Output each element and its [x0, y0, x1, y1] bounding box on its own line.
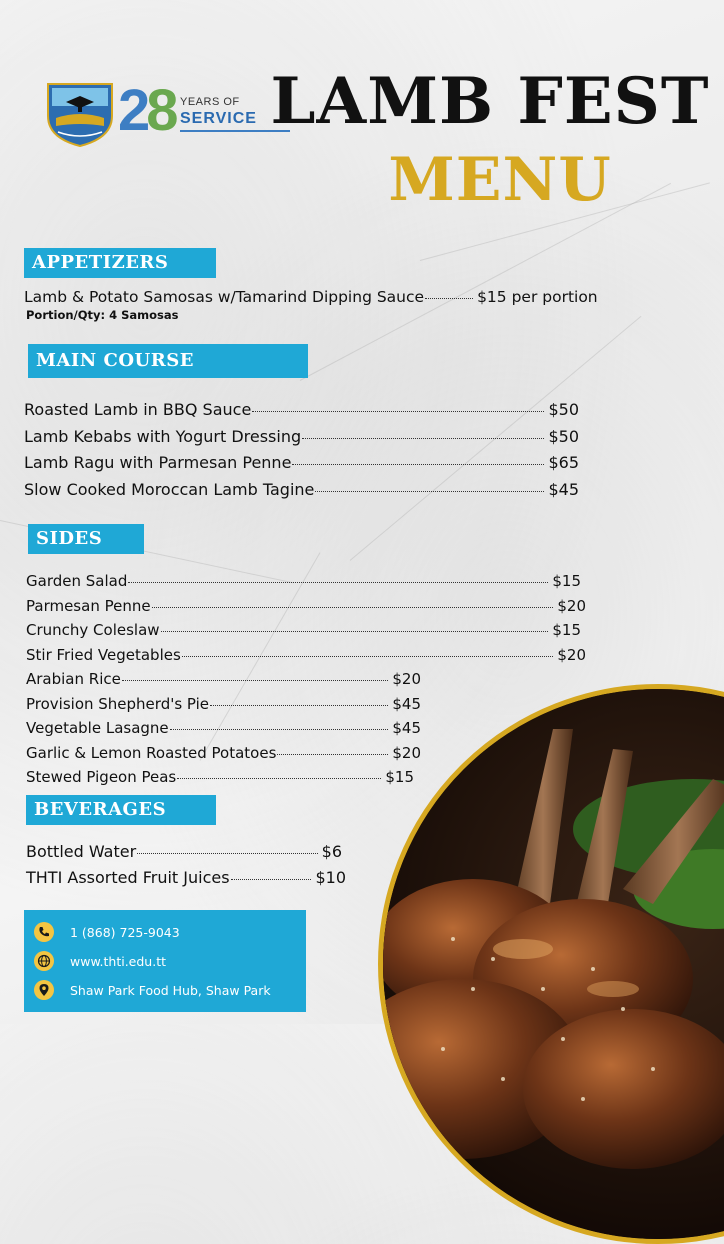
menu-item — [24, 400, 579, 419]
dot-leader — [161, 630, 549, 632]
dot-leader — [182, 655, 554, 657]
dot-leader — [425, 297, 473, 299]
page-subtitle: MENU — [388, 145, 612, 215]
menu-item — [26, 719, 421, 737]
menu-item — [24, 453, 579, 472]
menu-item — [26, 670, 421, 688]
menu-item — [24, 427, 579, 446]
dot-leader — [292, 463, 544, 465]
item-name: Garlic & Lemon Roasted Potatoes — [26, 743, 277, 762]
item-price: $15 — [552, 572, 581, 590]
contact-address — [34, 980, 271, 1000]
item-price: $6 — [321, 842, 342, 861]
item-price: $45 — [392, 694, 421, 713]
menu-item — [26, 744, 421, 762]
section-beverages: BEVERAGES — [26, 795, 216, 825]
item-price: $15 — [385, 768, 414, 786]
page-title: LAMB FEST — [270, 64, 710, 139]
dot-leader — [231, 878, 312, 880]
service-label: SERVICE — [180, 110, 257, 127]
item-price: $45 — [548, 479, 579, 499]
dot-leader — [137, 852, 318, 854]
item-name: THTI Assorted Fruit Juices — [26, 868, 230, 887]
menu-item — [24, 480, 579, 499]
contact-website[interactable] — [34, 951, 166, 971]
section-main-course: MAIN COURSE — [28, 344, 308, 378]
item-price: $20 — [392, 670, 421, 688]
item-name: Lamb & Potato Samosas w/Tamarind Dipping Sauce — [24, 288, 425, 306]
dot-leader — [177, 777, 381, 779]
section-appetizers: APPETIZERS — [24, 248, 216, 278]
years-of-label: YEARS OF — [180, 96, 240, 108]
globe-icon — [34, 951, 54, 971]
item-name: Slow Cooked Moroccan Lamb Tagine — [24, 479, 315, 499]
dot-leader — [210, 704, 388, 706]
item-name: Stir Fried Vegetables — [26, 645, 181, 664]
item-price: $20 — [392, 743, 421, 762]
item-name: Stewed Pigeon Peas — [26, 768, 177, 786]
menu-item — [26, 646, 586, 664]
contact-panel — [24, 910, 306, 1012]
item-price: $50 — [548, 426, 579, 446]
dot-leader — [252, 410, 544, 412]
dot-leader — [302, 437, 544, 439]
item-name: Vegetable Lasagne — [26, 719, 169, 737]
crest-icon — [44, 76, 116, 148]
item-name: Arabian Rice — [26, 670, 121, 688]
item-name: Garden Salad — [26, 572, 128, 590]
phone-icon — [34, 922, 54, 942]
website-text: www.thti.edu.tt — [70, 953, 166, 969]
item-price: $10 — [315, 868, 346, 887]
lamb-chops-photo — [378, 684, 724, 1244]
item-name: Lamb Ragu with Parmesan Penne — [24, 453, 292, 472]
item-price: $45 — [392, 719, 421, 737]
item-name: Bottled Water — [26, 842, 137, 861]
dot-leader — [128, 581, 548, 583]
item-price: $20 — [557, 645, 586, 664]
dot-leader — [152, 606, 554, 608]
item-name: Roasted Lamb in BBQ Sauce — [24, 400, 252, 419]
thti-logo — [44, 76, 257, 148]
item-price: $15 — [552, 621, 581, 639]
item-price: $20 — [557, 596, 586, 615]
item-price: $50 — [548, 400, 579, 419]
menu-item — [26, 695, 421, 713]
menu-item — [26, 768, 414, 786]
item-name: Provision Shepherd's Pie — [26, 694, 210, 713]
phone-text: 1 (868) 725-9043 — [70, 924, 180, 940]
item-name: Lamb Kebabs with Yogurt Dressing — [24, 426, 302, 446]
dot-leader — [277, 753, 388, 755]
portion-note: Portion/Qty: 4 Samosas — [26, 308, 179, 322]
contact-phone[interactable] — [34, 922, 180, 942]
location-pin-icon — [34, 980, 54, 1000]
section-sides: SIDES — [28, 524, 144, 554]
menu-item — [26, 868, 346, 887]
dot-leader — [170, 728, 389, 730]
years-number: 28 — [118, 78, 175, 143]
menu-item — [26, 842, 342, 861]
menu-item — [26, 621, 581, 639]
item-price: $65 — [548, 453, 579, 472]
menu-item — [26, 572, 581, 590]
dot-leader — [315, 490, 544, 492]
item-price: $15 per portion — [477, 288, 598, 306]
dot-leader — [122, 679, 389, 681]
menu-item — [26, 597, 586, 615]
menu-item-appetizer — [24, 288, 676, 306]
address-text: Shaw Park Food Hub, Shaw Park — [70, 982, 271, 998]
item-name: Parmesan Penne — [26, 596, 151, 615]
item-name: Crunchy Coleslaw — [26, 621, 160, 639]
